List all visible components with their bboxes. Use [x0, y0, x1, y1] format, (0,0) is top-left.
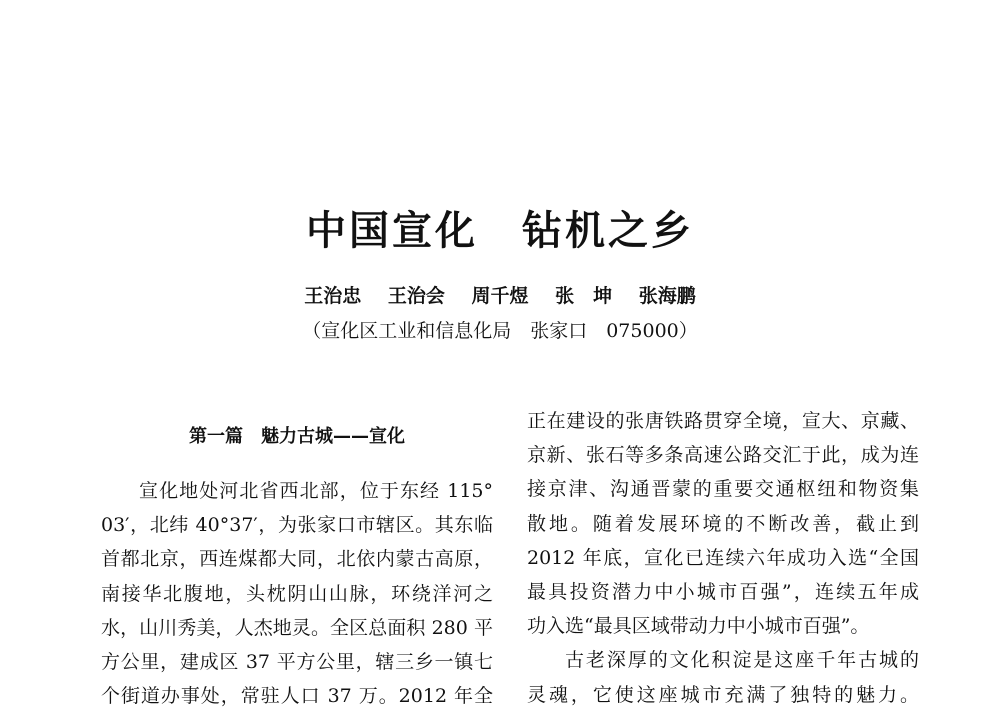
author-list: [0, 283, 1000, 309]
body-line: 03′，北纬 40°37′，为张家口市辖区。其东临: [101, 514, 493, 537]
body-line: 功入选“最具区域带动力中小城市百强”。: [527, 615, 870, 638]
body-line: 首都北京，西连煤都大同，北依内蒙古高原，: [101, 548, 493, 571]
body-line: 最具投资潜力中小城市百强”，连续五年成: [527, 581, 919, 604]
title-part-1: 中国宣化: [306, 208, 478, 254]
body-line: 南接华北腹地，头枕阴山山脉，环绕洋河之: [101, 582, 493, 605]
body-line: 方公里，建成区 37 平方公里，辖三乡一镇七: [101, 651, 493, 674]
body-line: 宣化地处河北省西北部，位于东经 115°: [139, 480, 493, 502]
title-part-2: 钻机之乡: [522, 208, 694, 254]
author-name: 张 坤: [555, 285, 613, 307]
body-line: 京新、张石等多条高速公路交汇于此，成为连: [527, 444, 919, 467]
body-line: 古老深厚的文化积淀是这座千年古城的: [565, 649, 919, 672]
body-line: 个街道办事处，常驻人口 37 万。2012 年全: [101, 685, 493, 708]
author-name: 周千煜: [471, 285, 529, 307]
body-line: 正在建设的张唐铁路贯穿全境，宣大、京藏、: [527, 410, 919, 432]
left-column: [101, 474, 493, 713]
body-line: 接京津、沟通晋蒙的重要交通枢纽和物资集: [527, 478, 919, 501]
article-title: [0, 206, 1000, 256]
author-name: 王治会: [387, 285, 445, 307]
author-affiliation: （宣化区工业和信息化局 张家口 075000）: [302, 320, 698, 342]
body-line: 散地。随着发展环境的不断改善，截止到: [527, 512, 919, 535]
author-name: 王治忠: [304, 285, 362, 307]
body-line: 水，山川秀美，人杰地灵。全区总面积 280 平: [101, 616, 493, 639]
section-heading: 第一篇 魅力古城——宣化: [189, 426, 405, 447]
body-line: 2012 年底，宣化已连续六年成功入选“全国: [527, 546, 919, 569]
right-column: [527, 404, 919, 712]
author-name: 张海鹏: [638, 285, 696, 307]
body-line: 灵魂，它使这座城市充满了独特的魅力。: [527, 683, 919, 706]
